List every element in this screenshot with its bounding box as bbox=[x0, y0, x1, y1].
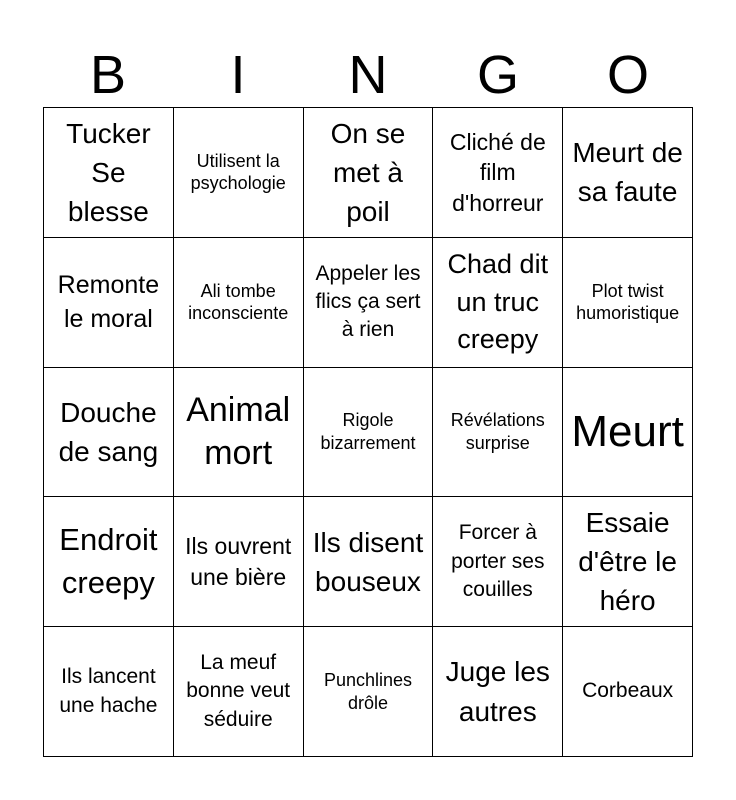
bingo-cell-label: Essaie d'être le héro bbox=[578, 507, 677, 617]
bingo-cell-label: Animal mort bbox=[186, 390, 291, 472]
bingo-cell[interactable] bbox=[304, 497, 434, 627]
bingo-cell[interactable] bbox=[44, 368, 174, 498]
bingo-cell[interactable] bbox=[563, 368, 693, 498]
bingo-cell-label: Meurt de sa faute bbox=[572, 137, 683, 208]
bingo-cell-label: Tucker Se blesse bbox=[66, 117, 151, 227]
bingo-cell-label: Ils ouvrent une bière bbox=[185, 533, 292, 590]
bingo-cell-label: Ils lancent une hache bbox=[59, 665, 158, 717]
header-letter-b: B bbox=[89, 45, 127, 105]
bingo-cell-label: Ils disent bouseux bbox=[312, 526, 424, 597]
bingo-cell-label: Ali tombe inconsciente bbox=[188, 280, 289, 324]
bingo-cell-label: On se met à poil bbox=[330, 117, 406, 227]
bingo-cell[interactable] bbox=[433, 627, 563, 757]
bingo-cell[interactable] bbox=[563, 627, 693, 757]
bingo-cell[interactable] bbox=[174, 238, 304, 368]
bingo-cell[interactable] bbox=[433, 108, 563, 238]
bingo-cell[interactable] bbox=[563, 238, 693, 368]
bingo-cell-label: Juge les autres bbox=[445, 656, 550, 727]
bingo-cell[interactable] bbox=[174, 497, 304, 627]
bingo-cell-label: Corbeaux bbox=[582, 679, 674, 703]
bingo-cell-label: Remonte le moral bbox=[57, 271, 160, 334]
bingo-cell-label: Utilisent la psychologie bbox=[190, 150, 286, 194]
header-letter-o: O bbox=[606, 45, 649, 105]
bingo-cell[interactable] bbox=[304, 627, 434, 757]
bingo-cell-label: Douche de sang bbox=[58, 396, 159, 467]
bingo-cell-label: Chad dit un truc creepy bbox=[447, 249, 549, 354]
bingo-cell[interactable] bbox=[44, 238, 174, 368]
bingo-cell-label: Forcer à porter ses couilles bbox=[451, 521, 545, 601]
bingo-cell[interactable] bbox=[304, 238, 434, 368]
bingo-cell-label: La meuf bonne veut séduire bbox=[186, 651, 291, 731]
bingo-cell-label: Endroit creepy bbox=[59, 522, 158, 600]
bingo-cell-label: Cliché de film d'horreur bbox=[449, 128, 546, 216]
bingo-cell[interactable] bbox=[44, 627, 174, 757]
bingo-cell-label: Rigole bizarrement bbox=[320, 410, 416, 453]
bingo-cell[interactable] bbox=[433, 497, 563, 627]
bingo-cell[interactable] bbox=[433, 368, 563, 498]
bingo-cell[interactable] bbox=[304, 108, 434, 238]
header-letter-n: N bbox=[348, 45, 388, 105]
bingo-cell[interactable] bbox=[304, 368, 434, 498]
bingo-header bbox=[43, 44, 693, 106]
bingo-cell[interactable] bbox=[563, 497, 693, 627]
bingo-cell-label: Punchlines drôle bbox=[323, 670, 413, 713]
header-letter-i: I bbox=[230, 45, 246, 105]
bingo-grid bbox=[43, 107, 693, 757]
bingo-cell[interactable] bbox=[44, 108, 174, 238]
bingo-cell[interactable] bbox=[44, 497, 174, 627]
bingo-cell[interactable] bbox=[174, 108, 304, 238]
bingo-cell[interactable] bbox=[174, 627, 304, 757]
bingo-cell[interactable] bbox=[174, 368, 304, 498]
bingo-cell-label: Meurt bbox=[571, 406, 684, 456]
bingo-cell-label: Révélations surprise bbox=[450, 410, 545, 453]
header-letter-g: G bbox=[476, 45, 519, 105]
bingo-cell-label: Plot twist humoristique bbox=[576, 280, 680, 324]
bingo-cell[interactable] bbox=[433, 238, 563, 368]
bingo-cell-label: Appeler les flics ça sert à rien bbox=[315, 261, 421, 342]
bingo-cell[interactable] bbox=[563, 108, 693, 238]
